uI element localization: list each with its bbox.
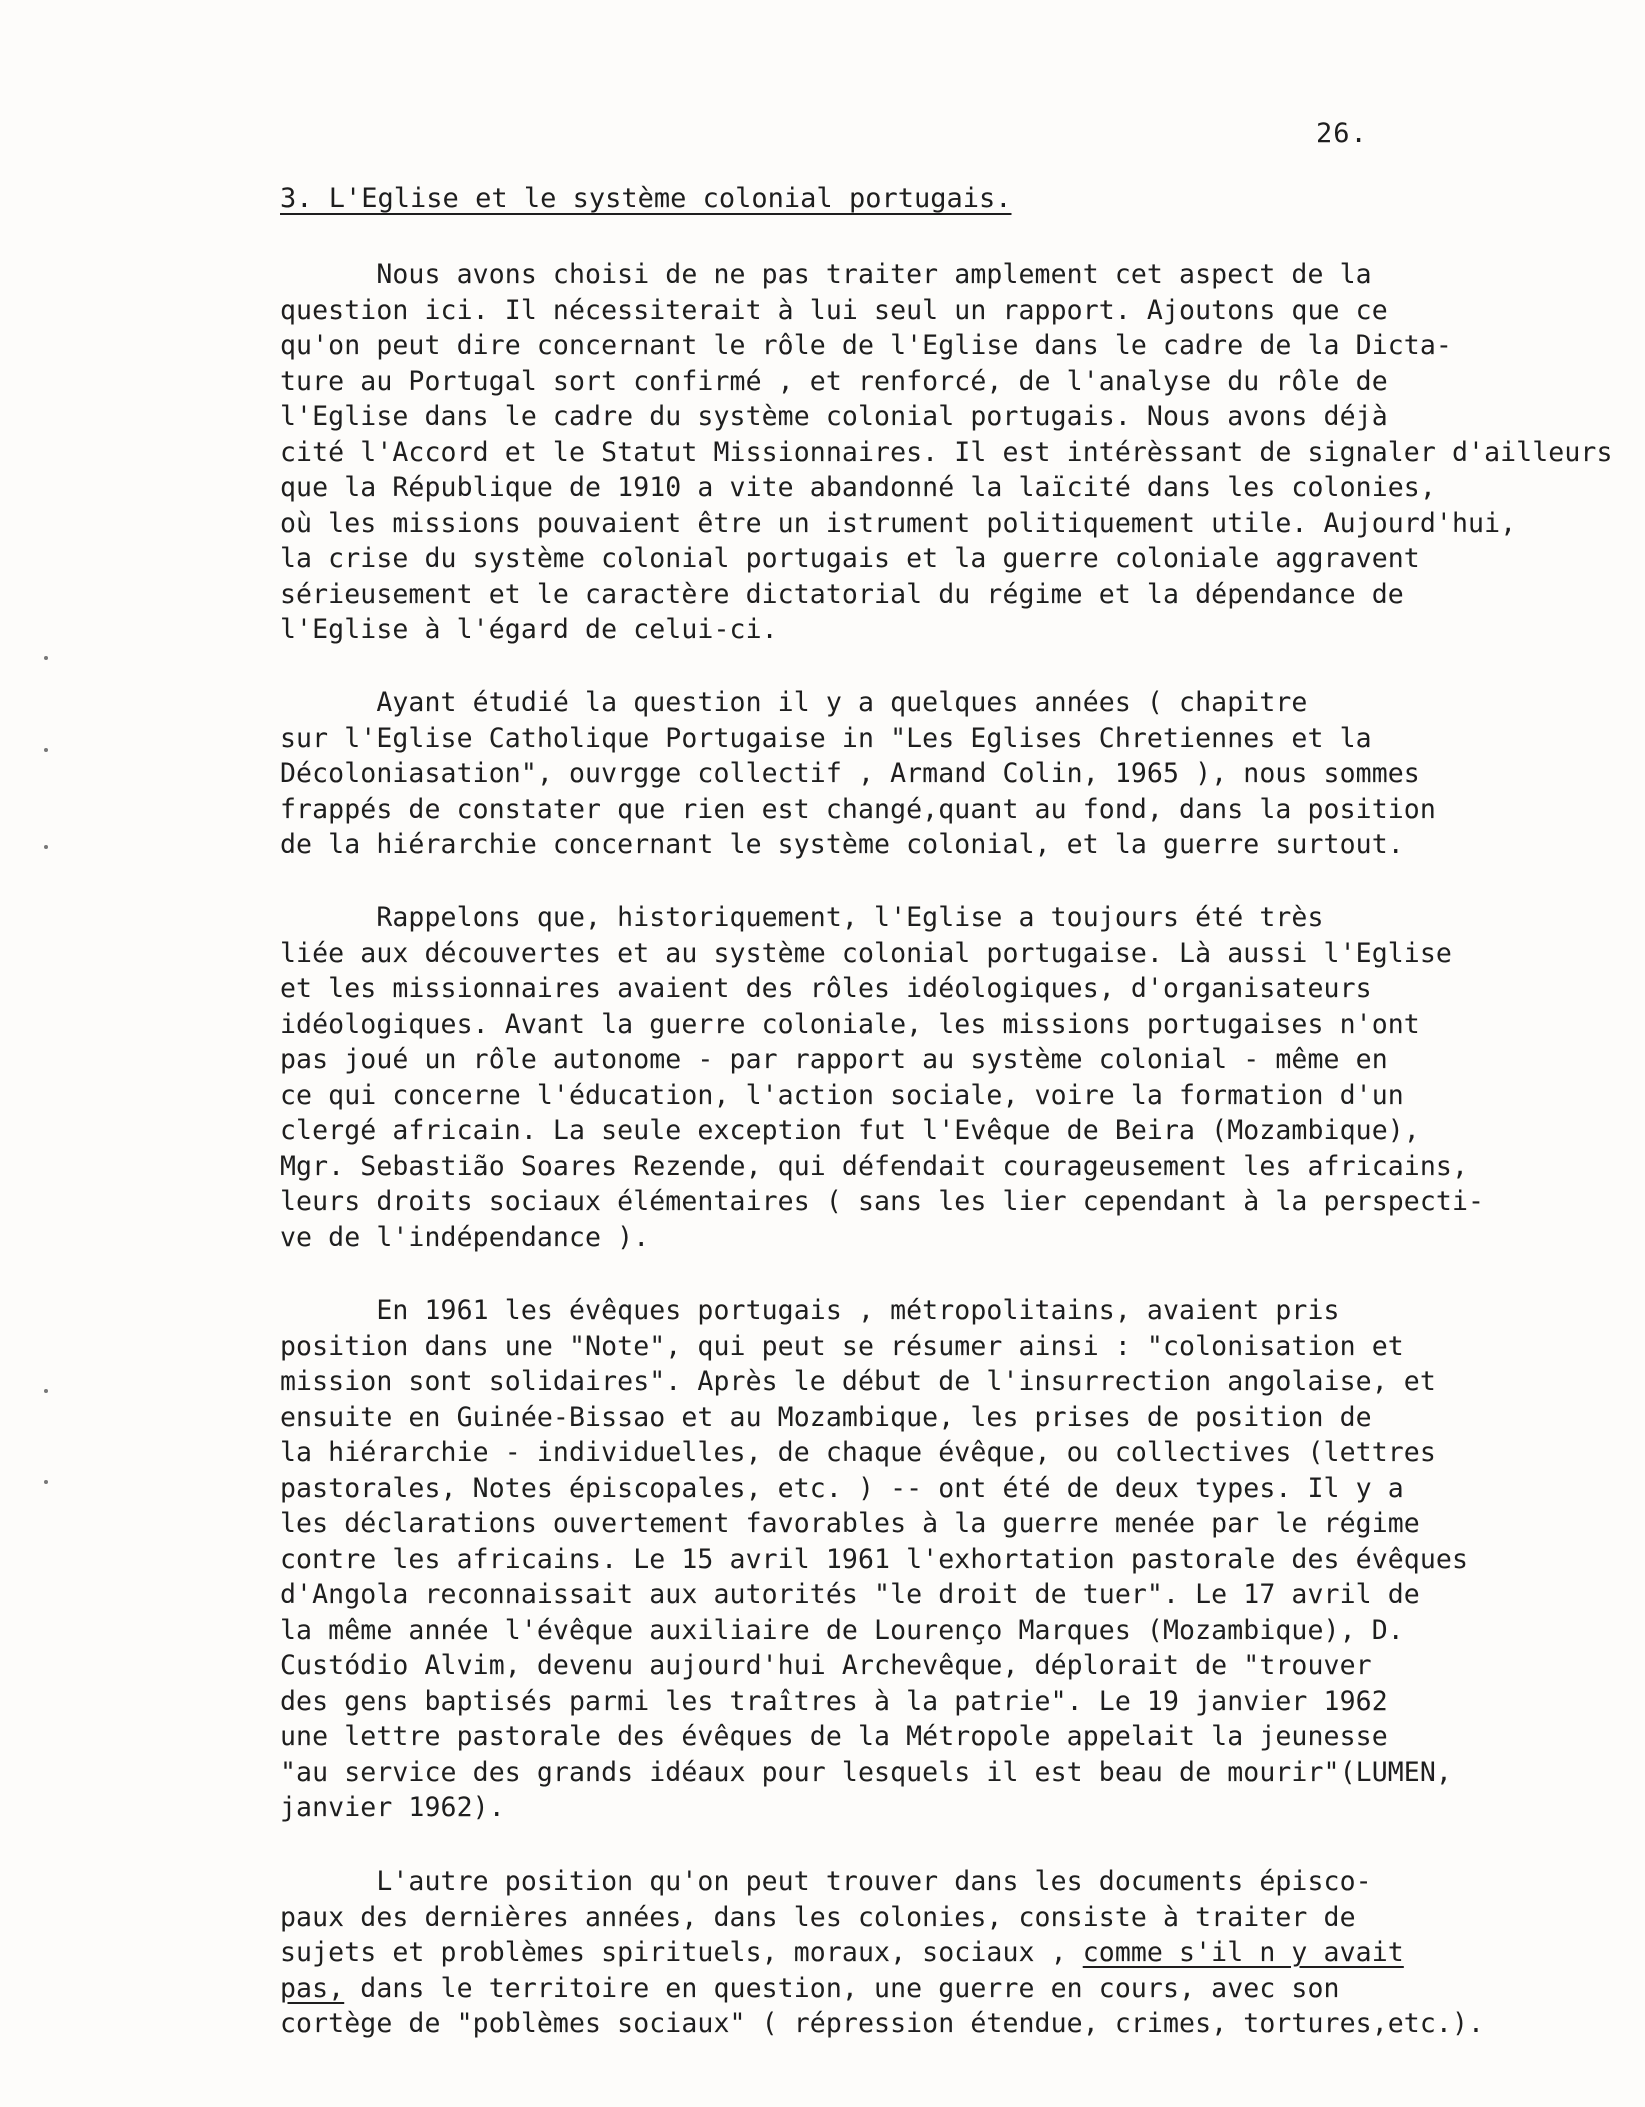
text-line: cité l'Accord et le Statut Missionnaires. Il est intérèssant de signaler d'ailleurs [280,436,1613,468]
text-line: ensuite en Guinée-Bissao et au Mozambique, les prises de position de [280,1401,1372,1433]
text-line: que la République de 1910 a vite abandonné la laïcité dans les colonies, [280,472,1436,503]
text-line: les déclarations ouvertement favorables à la guerre menée par le régime [280,1508,1420,1539]
text-line: où les missions pouvaient être un istrument politiquement utile. Aujourd'hui, [280,507,1517,539]
text-line: l'Eglise dans le cadre du système colonial portugais. Nous avons déjà [280,401,1388,432]
text-line: contre les africains. Le 15 avril 1961 l'exhortation pastorale des évêques [280,1543,1469,1575]
text-line: qu'on peut dire concernant le rôle de l'Eglise dans le cadre de la Dicta- [280,330,1452,361]
text-line: Rappelons que, historiquement, l'Eglise a toujours été très [280,902,1324,933]
text-line: Ayant étudié la question il y a quelques années ( chapitre [280,687,1308,718]
underlined-phrase: pas, [280,1972,345,2004]
text-line: "au service des grands idéaux pour lesquels il est beau de mourir"(LUMEN, [280,1756,1452,1788]
text-line: d'Angola reconnaissait aux autorités "le droit de tuer". Le 17 avril de [280,1579,1420,1610]
text-line: L'autre position qu'on peut trouver dans les documents épisco- [280,1866,1372,1897]
paragraph-1 [280,257,1640,648]
text-line: En 1961 les évêques portugais , métropolitains, avaient pris [280,1295,1340,1326]
paragraph-5 [280,1864,1640,2042]
text-line: ve de l'indépendance ). [280,1221,650,1253]
text-line: Custódio Alvim, devenu aujourd'hui Archevêque, déplorait de "trouver [280,1650,1372,1681]
margin-speck [44,845,48,849]
text-line: des gens baptisés parmi les traîtres à la patrie". Le 19 janvier 1962 [280,1685,1388,1717]
text-line [280,1971,1640,2007]
text-line: Mgr. Sebastião Soares Rezende, qui défendait courageusement les africains, [280,1150,1469,1182]
text-line: mission sont solidaires". Après le début de l'insurrection angolaise, et [280,1366,1436,1397]
paragraph-4 [280,1293,1640,1826]
text-line: frappés de constater que rien est changé,quant au fond, dans la position [280,793,1436,825]
section-heading: 3. L'Eglise et le système colonial portugais. [280,183,1012,214]
underlined-phrase: comme s'il n y avait [1082,1937,1404,1968]
margin-speck [44,748,48,752]
paragraph-2 [280,685,1640,863]
text-line: la même année l'évêque auxiliaire de Lourenço Marques (Mozambique), D. [280,1614,1404,1646]
margin-speck [44,1389,48,1393]
page-number: 26. [1316,118,1368,149]
text-line: sérieusement et le caractère dictatorial du régime et la dépendance de [280,578,1404,610]
text-line: question ici. Il nécessiterait à lui seul un rapport. Ajoutons que ce [280,294,1388,326]
text-line: la crise du système colonial portugais et la guerre coloniale aggravent [280,543,1420,574]
margin-speck [44,1480,48,1484]
text-line: une lettre pastorale des évêques de la Métropole appelait la jeunesse [280,1721,1388,1752]
text-segment: dans le territoire en question, une guerre en cours, avec son [344,1972,1340,2004]
text-line: l'Eglise à l'égard de celui-ci. [280,614,778,645]
text-line: la hiérarchie - individuelles, de chaque évêque, ou collectives (lettres [280,1437,1436,1468]
text-line: et les missionnaires avaient des rôles idéologiques, d'organisateurs [280,973,1372,1004]
margin-speck [44,656,48,660]
text-line: paux des dernières années, dans les colonies, consiste à traiter de [280,1901,1356,1933]
text-line: Décoloniasation", ouvrgge collectif , Armand Colin, 1965 ), nous sommes [280,758,1420,789]
paragraph-3 [280,900,1640,1255]
text-line: ture au Portugal sort confirmé , et renforcé, de l'analyse du rôle de [280,365,1388,397]
text-line: liée aux découvertes et au système colonial portugaise. Là aussi l'Eglise [280,937,1452,969]
text-line: janvier 1962). [280,1792,505,1823]
text-line [280,1935,1640,1971]
text-line: cortège de "poblèmes sociaux" ( répression étendue, crimes, tortures,etc.). [280,2008,1485,2039]
text-line: pastorales, Notes épiscopales, etc. ) -- ont été de deux types. Il y a [280,1472,1404,1504]
text-line: idéologiques. Avant la guerre coloniale, les missions portugaises n'ont [280,1008,1420,1040]
text-line: leurs droits sociaux élémentaires ( sans les lier cependant à la perspecti- [280,1186,1485,1217]
text-line: ce qui concerne l'éducation, l'action sociale, voire la formation d'un [280,1079,1404,1111]
text-segment: sujets et problèmes spirituels, moraux, sociaux , [280,1937,1083,1968]
text-line: de la hiérarchie concernant le système colonial, et la guerre surtout. [280,829,1404,860]
text-line: pas joué un rôle autonome - par rapport au système colonial - même en [280,1044,1388,1075]
text-line: clergé africain. La seule exception fut l'Evêque de Beira (Mozambique), [280,1115,1420,1146]
text-line: sur l'Eglise Catholique Portugaise in "Les Eglises Chretiennes et la [280,722,1372,754]
text-line: position dans une "Note", qui peut se résumer ainsi : "colonisation et [280,1330,1404,1362]
text-line: Nous avons choisi de ne pas traiter amplement cet aspect de la [280,259,1372,290]
